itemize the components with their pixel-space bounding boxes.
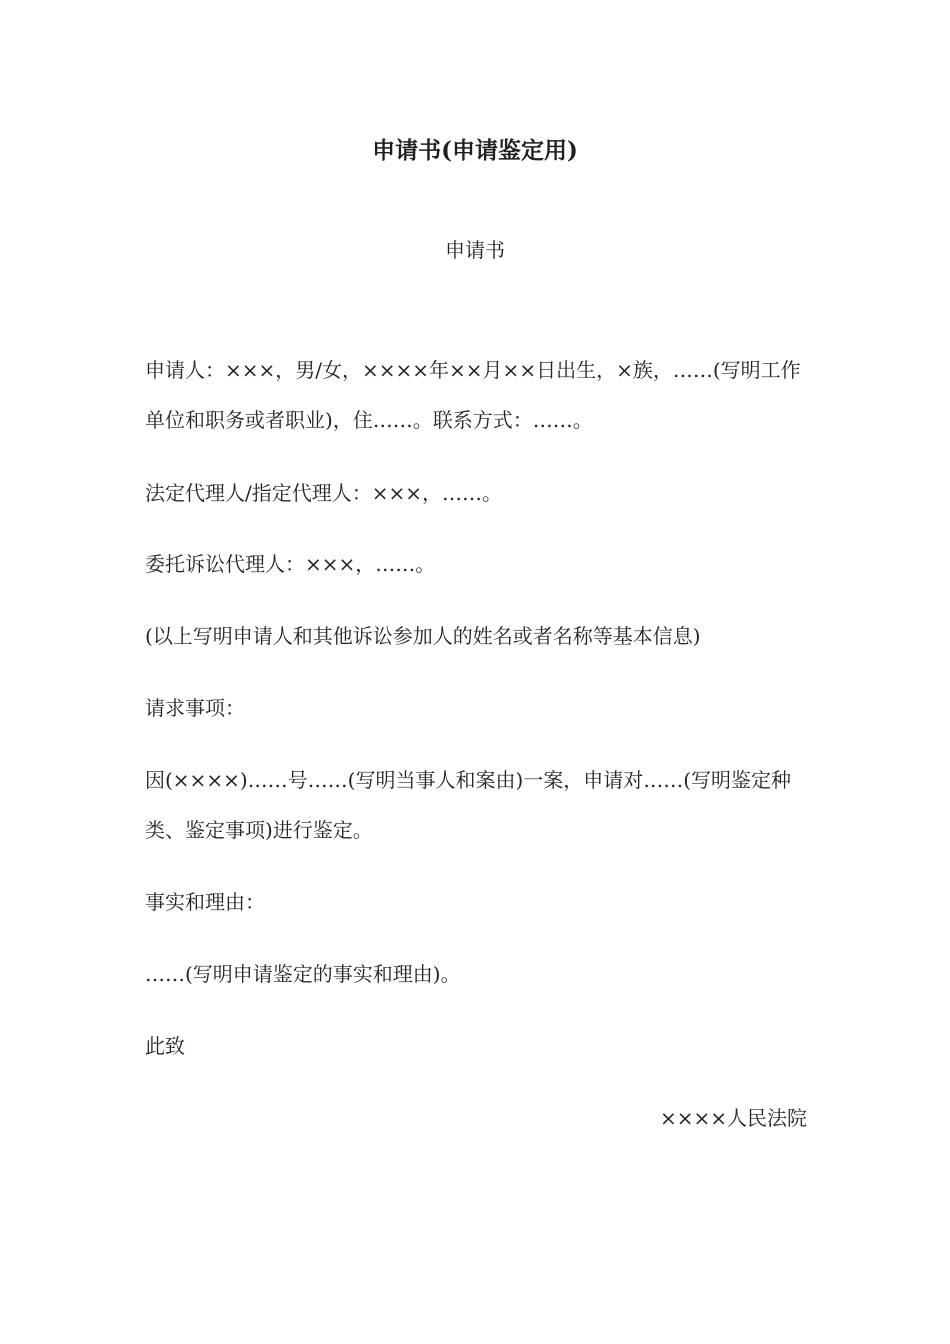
recipient-court: ××××人民法院 bbox=[659, 1106, 807, 1130]
facts-reasons-paragraph: ……(写明申请鉴定的事实和理由)。 bbox=[145, 962, 461, 986]
applicant-info-paragraph: 申请人：×××，男/女，××××年××月××日出生，×族，……(写明工作单位和职务或者职业)，住……。联系方式：……。 bbox=[145, 358, 801, 432]
legal-agent-paragraph: 法定代理人/指定代理人：×××，……。 bbox=[145, 481, 503, 505]
basic-info-note: (以上写明申请人和其他诉讼参加人的姓名或者名称等基本信息) bbox=[145, 624, 701, 648]
salutation: 此致 bbox=[145, 1034, 185, 1058]
document-title: 申请书(申请鉴定用) bbox=[372, 137, 578, 164]
request-items-paragraph: 因(××××)……号……(写明当事人和案由)一案，申请对……(写明鉴定种类、鉴定事项)进行鉴定。 bbox=[145, 768, 792, 842]
request-items-heading: 请求事项： bbox=[145, 696, 245, 720]
entrusted-agent-paragraph: 委托诉讼代理人：×××，……。 bbox=[145, 552, 436, 576]
facts-reasons-heading: 事实和理由： bbox=[145, 890, 265, 914]
document-subtitle: 申请书 bbox=[445, 238, 505, 262]
